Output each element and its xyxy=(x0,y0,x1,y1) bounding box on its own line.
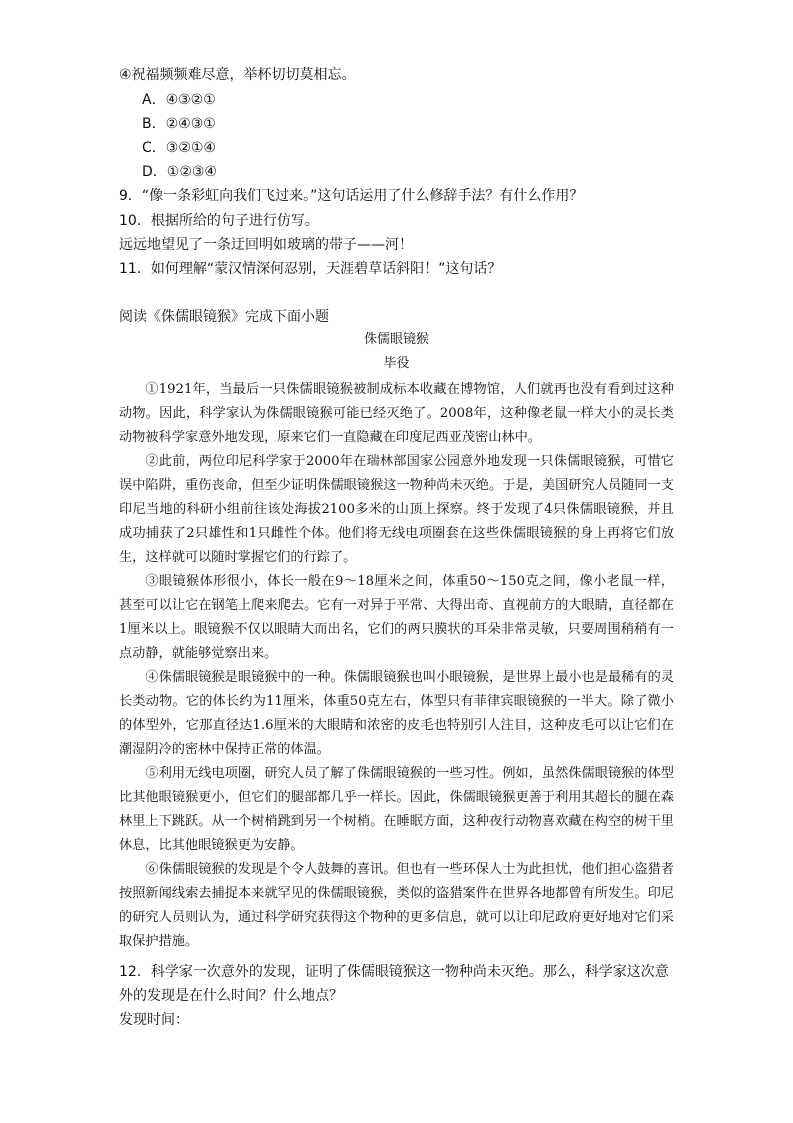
option-b: B．②④③① xyxy=(142,116,216,132)
paragraph-1: ①1921年，当最后一只侏儒眼镜猴被制成标本收藏在博物馆，人们就再也没有看到过这种动物。因此，科学家认为侏儒眼镜猴可能已经灭绝了。2008年，这种像老鼠一样大小的灵长类动物被科学家意外地发现，原来它们一直隐藏在印度尼西亚茂密山林中。 xyxy=(119,382,674,445)
paragraph-2: ②此前，两位印尼科学家于2000年在瑞林部国家公园意外地发现一只侏儒眼镜猴，可惜它误中陷阱，重伤丧命，但至少证明侏儒眼镜猴这一物种尚未灭绝。于是，美国研究人员随同一支印尼当地的科研小组前往该处海拔2100多米的山顶上探察。终于发现了4只侏儒眼镜猴，并且成功捕获了2只雄性和1只雌性个体。他们将无线电项圈套在这些侏儒眼镜猴的身上再将它们放生，这样就可以随时掌握它们的行踪了。 xyxy=(119,454,674,565)
article-author: 毕役 xyxy=(383,356,410,371)
question-9: 9．“像一条彩虹向我们飞过来。”这句话运用了什么修辞手法？有什么作用？ xyxy=(119,188,584,204)
paragraph-5: ⑤利用无线电项圈，研究人员了解了侏儒眼镜猴的一些习性。例如，虽然侏儒眼镜猴的体型比其他眼镜猴更小，但它们的腿部都几乎一样长。因此，侏儒眼镜猴更善于利用其超长的腿在森林里上下跳跃。从一个树梢跳到另一个树梢。在睡眠方面，这种夜行动物喜欢藏在构空的树干里休息，比其他眼镜猴更为安静。 xyxy=(119,766,674,853)
paragraph-3: ③眼镜猴体形很小，体长一般在9～18厘米之间，体重50～150克之间，像小老鼠一样，甚至可以让它在钢笔上爬来爬去。它有一对异于平常、大得出奇、直视前方的大眼睛，直径都在1厘米以上。眼镜猴不仅以眼睛大而出名，它们的两只膜状的耳朵非常灵敏，只要周围稍稍有一点动静，就能够觉察出来。 xyxy=(119,574,674,661)
question-10: 10．根据所给的句子进行仿写。 xyxy=(119,213,319,229)
question-11: 11．如何理解“蒙汉情深何忍别，天涯碧草话斜阳！”这句话？ xyxy=(119,261,502,277)
reading-intro: 阅读《侏儒眼镜猴》完成下面小题 xyxy=(119,309,329,325)
poem-line-4: ④祝福频频难尽意，举杯切切莫相忘。 xyxy=(119,67,356,83)
question-12-line-2: 外的发现是在什么时间？什么地点？ xyxy=(119,988,343,1004)
article-title: 侏儒眼镜猴 xyxy=(363,332,429,347)
answer-label-time: 发现时间： xyxy=(119,1012,189,1028)
option-a: A．④③②① xyxy=(142,92,216,108)
paragraph-4: ④侏儒眼镜猴是眼镜猴中的一种。侏儒眼镜猴也叫小眼镜猴，是世界上最小也是最稀有的灵长类动物。它的体长约为11厘米，体重50克左右，体型只有菲律宾眼镜猴的一半大。除了微小的体型外，它那直径达1.6厘米的大眼睛和浓密的皮毛也特别引人注目，这种皮毛可以让它们在潮湿阴冷的密林中保持正常的体温。 xyxy=(119,670,674,757)
question-10-sentence: 远远地望见了一条迂回明如玻璃的带子——河！ xyxy=(119,237,413,253)
option-d: D．①②③④ xyxy=(142,164,217,180)
option-c: C．③②①④ xyxy=(142,140,216,156)
article-body xyxy=(119,378,674,954)
paragraph-6: ⑥侏儒眼镜猴的发现是个令人鼓舞的喜讯。但也有一些环保人士为此担忧，他们担心盗猎者按照新闻线索去捕捉本来就罕见的侏儒眼镜猴，类似的盗猎案件在世界各地都曾有所发生。印尼的研究人员则认为，通过科学研究获得这个物种的更多信息，就可以让印尼政府更好地对它们采取保护措施。 xyxy=(119,862,674,949)
question-12-line-1: 12．科学家一次意外的发现，证明了侏儒眼镜猴这一物种尚未灭绝。那么，科学家这次意 xyxy=(119,964,669,980)
